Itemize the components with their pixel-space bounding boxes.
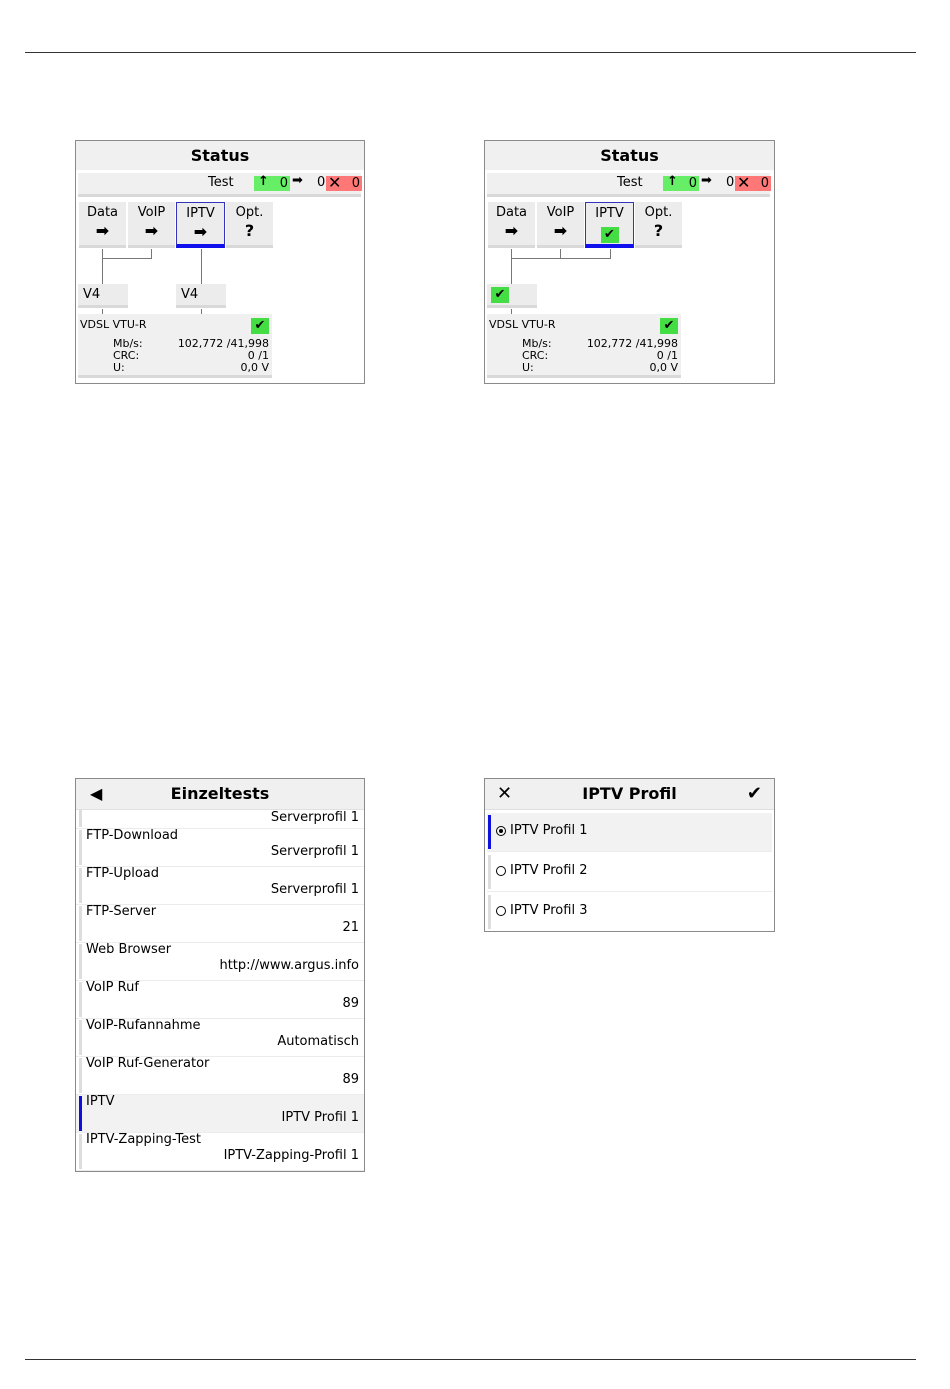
item-value: IPTV Profil 1 — [281, 1110, 359, 1125]
option-label: IPTV Profil 2 — [510, 863, 588, 878]
item-name: Web Browser — [86, 942, 172, 957]
rate-label: Mb/s: — [113, 337, 143, 350]
row-indicator — [488, 815, 491, 849]
back-icon[interactable]: ◀ — [90, 784, 103, 803]
list-item-selected[interactable] — [76, 1095, 364, 1133]
passed-badge — [663, 176, 699, 191]
question-icon: ? — [244, 221, 255, 240]
vdsl-header: VDSL VTU-R — [80, 318, 147, 331]
row-indicator — [488, 855, 491, 889]
fail-x-icon: ✕ — [328, 173, 342, 192]
tab-opt[interactable] — [635, 202, 682, 248]
item-value: Serverprofil 1 — [270, 810, 359, 825]
item-value: IPTV-Zapping-Profil 1 — [223, 1148, 359, 1163]
connector-line — [511, 258, 611, 259]
row-indicator — [79, 830, 82, 865]
passed-count: 0 — [279, 176, 288, 191]
v4-box-data[interactable] — [487, 284, 537, 308]
rate-label: Mb/s: — [522, 337, 552, 350]
option-label: IPTV Profil 3 — [510, 903, 588, 918]
list-item[interactable] — [76, 981, 364, 1019]
status-screen-2 — [484, 140, 775, 384]
row-indicator — [79, 944, 82, 979]
voltage-value: 0,0 V — [649, 361, 678, 374]
passed-badge — [254, 176, 290, 191]
row-indicator — [79, 1058, 82, 1093]
item-value: Automatisch — [277, 1034, 359, 1049]
arrow-right-icon: ➡ — [504, 221, 519, 240]
tab-iptv[interactable] — [176, 202, 225, 248]
crc-label: CRC: — [522, 349, 549, 362]
row-indicator — [79, 1020, 82, 1055]
confirm-check-icon[interactable]: ✔ — [746, 783, 762, 804]
question-icon: ? — [653, 221, 664, 240]
list-item[interactable] — [76, 810, 364, 829]
crc-value: 0 /1 — [247, 349, 269, 362]
arrow-right-icon: ➡ — [95, 221, 110, 240]
tab-label: VoIP — [137, 205, 166, 220]
tab-iptv[interactable] — [585, 202, 634, 248]
passed-count: 0 — [688, 176, 697, 191]
tab-label: Opt. — [235, 205, 264, 220]
check-icon: ✔ — [491, 287, 509, 303]
item-name: FTP-Upload — [86, 866, 159, 881]
pending-count: 0 — [726, 175, 735, 190]
arrow-right-icon: ➡ — [144, 221, 159, 240]
connector-line — [201, 249, 202, 285]
option-label: IPTV Profil 1 — [510, 823, 588, 838]
tab-data[interactable] — [79, 202, 126, 248]
tab-label: Data — [86, 205, 119, 220]
tab-voip[interactable] — [128, 202, 175, 248]
tab-label: Opt. — [644, 205, 673, 220]
check-icon-box: ✔ — [601, 227, 619, 243]
failed-count: 0 — [351, 176, 360, 191]
row-indicator — [79, 1096, 82, 1131]
einzeltests-screen — [75, 778, 365, 1172]
radio-icon[interactable] — [496, 866, 506, 876]
list-item[interactable] — [76, 943, 364, 981]
check-icon: ✔ — [251, 318, 269, 334]
connector-line — [511, 249, 512, 285]
row-indicator — [79, 982, 82, 1017]
bottom-rule — [25, 1359, 916, 1360]
failed-badge — [326, 173, 362, 192]
row-indicator — [79, 868, 82, 903]
profile-option-3[interactable] — [487, 893, 772, 931]
item-value: 21 — [342, 920, 359, 935]
screen-title: Status — [485, 141, 774, 170]
vdsl-panel[interactable] — [78, 314, 272, 378]
check-icon — [586, 223, 633, 243]
item-value: Serverprofil 1 — [270, 882, 359, 897]
connector-line — [102, 249, 103, 285]
screen-title: Status — [76, 141, 364, 170]
item-name: VoIP-Rufannahme — [86, 1018, 201, 1033]
item-name: IPTV-Zapping-Test — [86, 1132, 202, 1147]
test-label: Test — [617, 175, 643, 190]
tab-label: IPTV — [186, 206, 215, 221]
arrow-right-icon: ➡ — [193, 222, 208, 241]
arrow-right-icon: ➡ — [553, 221, 568, 240]
vdsl-panel[interactable] — [487, 314, 681, 378]
profile-option-2[interactable] — [487, 853, 772, 892]
item-name: FTP-Download — [86, 828, 179, 843]
screen-title: IPTV Profil — [485, 779, 774, 810]
connector-line — [102, 258, 152, 259]
list-item[interactable] — [76, 867, 364, 905]
tab-voip[interactable] — [537, 202, 584, 248]
item-name: VoIP Ruf — [86, 980, 139, 995]
tab-label: IPTV — [595, 206, 624, 221]
rate-value: 102,772 /41,998 — [586, 337, 678, 350]
list-item[interactable] — [76, 1019, 364, 1057]
radio-selected-icon[interactable] — [496, 826, 506, 836]
test-summary-bar — [487, 173, 770, 197]
item-value: 89 — [342, 1072, 359, 1087]
top-rule — [25, 52, 916, 53]
radio-icon[interactable] — [496, 906, 506, 916]
list-item[interactable] — [76, 829, 364, 867]
right-arrow-icon: ➡ — [292, 173, 303, 188]
vdsl-header: VDSL VTU-R — [489, 318, 556, 331]
status-screen-1 — [75, 140, 365, 384]
test-label: Test — [208, 175, 234, 190]
v4-box-data[interactable]: V4 — [78, 284, 128, 308]
row-indicator — [488, 895, 491, 929]
failed-badge — [735, 173, 771, 192]
right-arrow-icon: ➡ — [701, 173, 712, 188]
rate-value: 102,772 /41,998 — [177, 337, 269, 350]
failed-count: 0 — [760, 176, 769, 191]
tab-data[interactable] — [488, 202, 535, 248]
screen-title: Einzeltests — [76, 779, 364, 810]
row-indicator — [79, 1134, 82, 1169]
fail-x-icon: ✕ — [737, 173, 751, 192]
item-name: FTP-Server — [86, 904, 157, 919]
item-name: IPTV — [86, 1094, 115, 1109]
row-indicator — [79, 810, 82, 827]
list-item[interactable] — [76, 1057, 364, 1095]
test-list[interactable] — [76, 810, 364, 1172]
check-icon: ✔ — [660, 318, 678, 334]
pending-count: 0 — [317, 175, 326, 190]
tab-opt[interactable] — [226, 202, 273, 248]
crc-label: CRC: — [113, 349, 140, 362]
list-item[interactable] — [76, 1133, 364, 1171]
voltage-value: 0,0 V — [240, 361, 269, 374]
item-name: VoIP Ruf-Generator — [86, 1056, 210, 1071]
voltage-label: U: — [113, 361, 125, 374]
row-indicator — [79, 906, 82, 941]
up-arrow-icon: ↑ — [258, 174, 269, 189]
item-value: http://www.argus.info — [219, 958, 359, 973]
test-summary-bar — [78, 173, 361, 197]
voltage-label: U: — [522, 361, 534, 374]
iptv-profil-screen — [484, 778, 775, 932]
close-icon[interactable]: ✕ — [497, 783, 513, 804]
up-arrow-icon: ↑ — [667, 174, 678, 189]
tab-label: VoIP — [546, 205, 575, 220]
list-item[interactable] — [76, 905, 364, 943]
crc-value: 0 /1 — [656, 349, 678, 362]
item-value: 89 — [342, 996, 359, 1011]
v4-box-iptv[interactable]: V4 — [176, 284, 226, 308]
tab-label: Data — [495, 205, 528, 220]
item-value: Serverprofil 1 — [270, 844, 359, 859]
profile-option-1[interactable] — [487, 813, 772, 852]
